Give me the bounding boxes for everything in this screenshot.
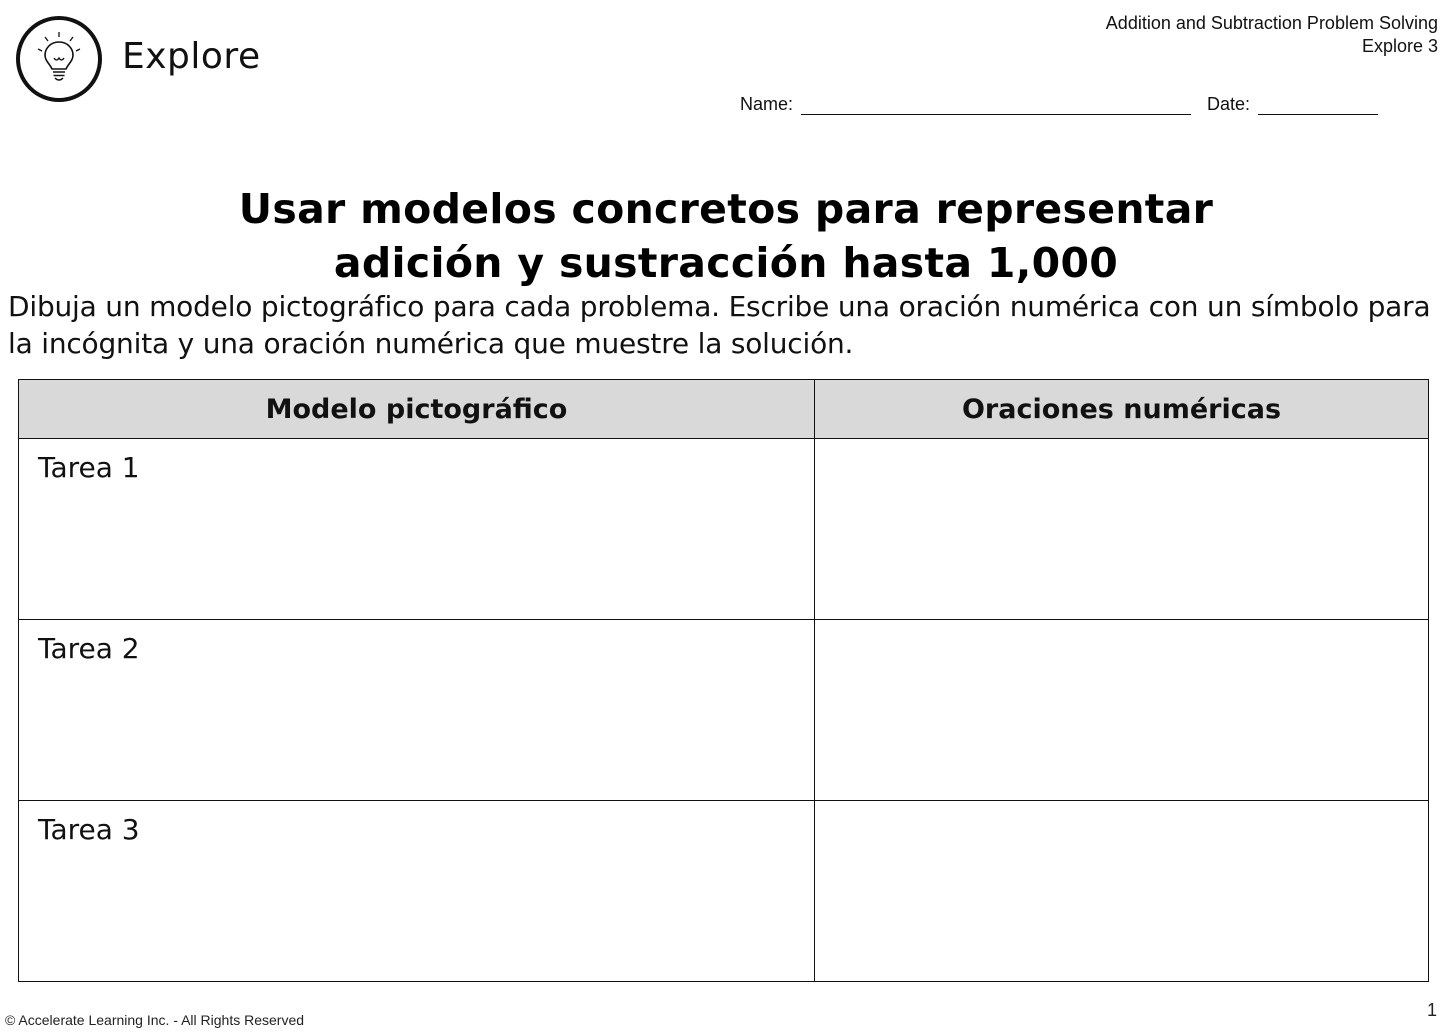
name-field[interactable] (801, 96, 1191, 115)
table-row (19, 439, 1429, 620)
sentence-cell-1[interactable] (815, 439, 1429, 620)
copyright-text: © Accelerate Learning Inc. - All Rights Reserved (5, 1012, 305, 1028)
model-cell-2[interactable] (19, 620, 815, 801)
lightbulb-icon (14, 14, 104, 104)
task-label: Tarea 1 (38, 451, 140, 484)
task-label: Tarea 2 (38, 632, 140, 665)
table-row (19, 801, 1429, 982)
name-label: Name: (740, 94, 794, 114)
header-info (1106, 12, 1438, 58)
date-field[interactable] (1258, 96, 1378, 115)
lightbulb-logo (14, 14, 104, 104)
instructions-text: Dibuja un modelo pictográfico para cada problema. Escribe una oración numérica con un símbolo para la incógnita y una oración numérica que muestre la solución. (8, 290, 1431, 360)
model-cell-3[interactable] (19, 801, 815, 982)
table-row (19, 620, 1429, 801)
sentence-cell-2[interactable] (815, 620, 1429, 801)
table-header-row (19, 380, 1429, 439)
title-line-2: adición y sustracción hasta 1,000 (333, 239, 1119, 287)
task-label: Tarea 3 (38, 813, 140, 846)
lesson-label: Explore 3 (1361, 36, 1438, 56)
worksheet-table (18, 379, 1429, 982)
sentence-cell-3[interactable] (815, 801, 1429, 982)
model-cell-1[interactable] (19, 439, 815, 620)
unit-title: Addition and Subtraction Problem Solving (1105, 13, 1438, 33)
column-header-sentences: Oraciones numéricas (815, 380, 1429, 439)
name-date-row (740, 94, 1378, 115)
page-number: 1 (1426, 1000, 1437, 1020)
title-line-1: Usar modelos concretos para representar (238, 185, 1214, 233)
column-header-model: Modelo pictográfico (19, 380, 815, 439)
explore-logo-text: Explore (122, 36, 261, 77)
date-label: Date: (1207, 94, 1251, 114)
page-title (0, 182, 1452, 290)
